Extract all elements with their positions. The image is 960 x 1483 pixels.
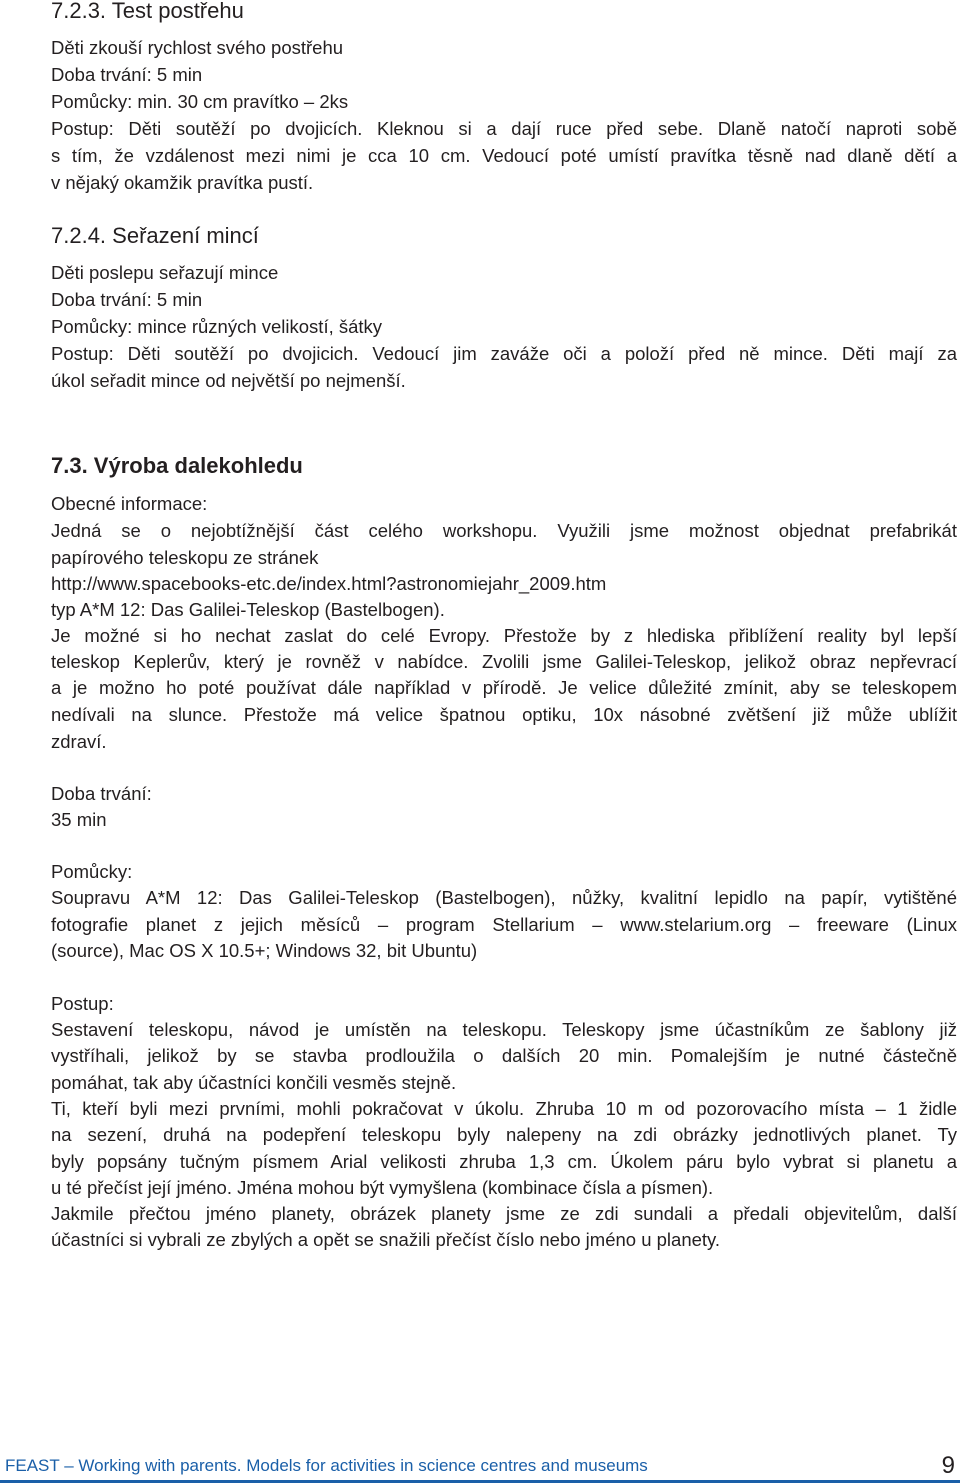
text-line: Postup: Děti soutěží po dvojicich. Vedoucí jim zaváže oči a položí před ně mince. Děti mají za	[51, 343, 957, 364]
text-line: Doba trvání: 5 min	[51, 289, 203, 310]
text-line: (source), Mac OS X 10.5+; Windows 32, bit Ubuntu)	[51, 940, 478, 961]
section-heading-serazeni-minci: 7.2.4. Seřazení mincí	[51, 223, 259, 248]
text-line: a je možno ho poté používat dále například v přírodě. Je velice důležité zmínit, aby se teleskopem	[51, 677, 957, 698]
text-line: s tím, že vzdálenost mezi nimi je cca 10 cm. Vedoucí poté umístí pravítka těsně nad dlaně dětí a	[51, 145, 957, 166]
subheading-duration: Doba trvání:	[51, 783, 152, 804]
text-line: Postup: Děti soutěží po dvojicích. Kleknou si a dají ruce před sebe. Dlaně natočí naproti sobě	[51, 118, 957, 139]
text-line: Je možné si ho nechat zaslat do celé Evropy. Přestože by z hlediska přiblížení reality byl lepší	[51, 625, 957, 646]
text-line: typ A*M 12: Das Galilei-Teleskop (Bastelbogen).	[51, 599, 445, 620]
text-line: u té přečíst její jméno. Jména mohou být vymyšlena (kombinace čísla a písmen).	[51, 1177, 714, 1198]
text-line: Děti zkouší rychlost svého postřehu	[51, 37, 344, 58]
text-line: účastníci si vybrali ze zbylých a opět se snažili přečíst číslo nebo jméno u planety.	[51, 1229, 721, 1250]
subheading-tools: Pomůcky:	[51, 861, 133, 882]
text-line: úkol seřadit mince od největší po nejmenší.	[51, 370, 406, 391]
subheading-general-info: Obecné informace:	[51, 493, 208, 514]
text-line: vystříhali, jelikož by se stavba prodloužila o dalších 20 min. Pomalejším je nutné částečně	[51, 1045, 957, 1066]
text-line: Ti, kteří byli mezi prvními, mohli pokračovat v úkolu. Zhruba 10 m od pozorovacího místa – 1 židle	[51, 1098, 957, 1119]
text-line: teleskop Keplerův, který je rovněž v nabídce. Zvolili jsme Galilei-Teleskop, jelikož obraz nepřevrací	[51, 651, 957, 672]
text-line: Soupravu A*M 12: Das Galilei-Teleskop (Bastelbogen), nůžky, kvalitní lepidlo na papír, vytištěné	[51, 887, 957, 908]
subheading-procedure: Postup:	[51, 993, 114, 1014]
section-heading-vyroba-dalekohledu: 7.3. Výroba dalekohledu	[51, 453, 303, 478]
text-line: Sestavení teleskopu, návod je umístěn na teleskopu. Teleskopy jsme účastníkům ze šablony již	[51, 1019, 957, 1040]
text-line: Děti poslepu seřazují mince	[51, 262, 279, 283]
text-line: Jedná se o nejobtížnější část celého workshopu. Využili jsme možnost objednat prefabrikát	[51, 520, 957, 541]
text-line: Jakmile přečtou jméno planety, obrázek planety jsme ze zdi sundali a předali objevitelům, další	[51, 1203, 957, 1224]
text-line: papírového teleskopu ze stránek	[51, 547, 319, 568]
page-number: 9	[941, 1452, 955, 1479]
text-line: na sezení, druhá na podepření teleskopu byly nalepeny na zdi obrázky jednotlivých planet. Ty	[51, 1124, 957, 1145]
url-line: http://www.spacebooks-etc.de/index.html?astronomiejahr_2009.htm	[51, 573, 607, 594]
text-line: pomáhat, tak aby účastníci končili vesměs stejně.	[51, 1072, 457, 1093]
text-line: byly popsány tučným písmem Arial velikosti zhruba 1,3 cm. Úkolem páru bylo vybrat si planetu a	[51, 1151, 957, 1172]
text-line: Doba trvání: 5 min	[51, 64, 203, 85]
footer-text: FEAST – Working with parents. Models for activities in science centres and museums	[5, 1456, 648, 1475]
text-line: Pomůcky: min. 30 cm pravítko – 2ks	[51, 91, 349, 112]
text-line: zdraví.	[51, 731, 107, 752]
section-heading-test-postrehu: 7.2.3. Test postřehu	[51, 0, 244, 23]
text-line: nedívali na slunce. Přestože má velice špatnou optiku, 10x násobné zvětšení již může ublížit	[51, 704, 957, 725]
text-line: Pomůcky: mince různých velikostí, šátky	[51, 316, 383, 337]
duration-value: 35 min	[51, 809, 107, 830]
text-line: v nějaký okamžik pravítka pustí.	[51, 172, 314, 193]
text-line: fotografie planet z jejich měsíců – program Stellarium – www.stelarium.org – freeware (Linux	[51, 914, 957, 935]
